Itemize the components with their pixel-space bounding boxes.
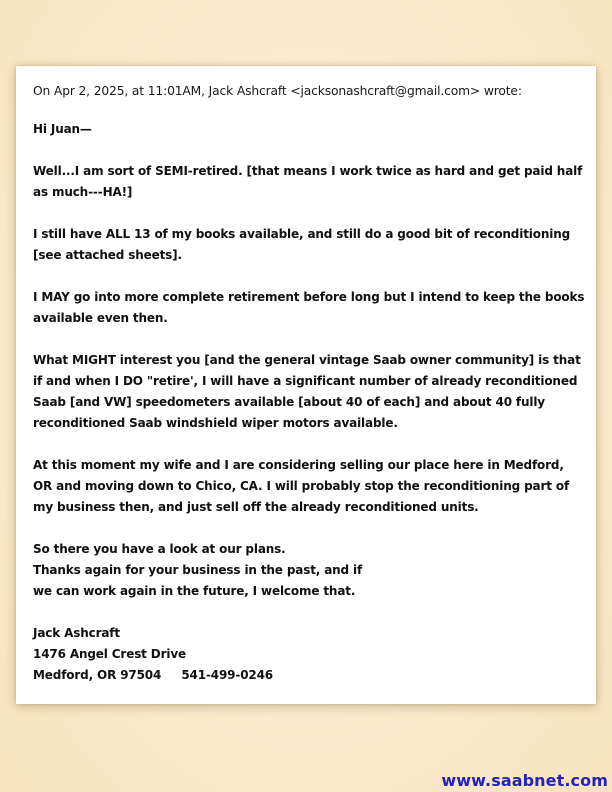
letter-sheet <box>16 66 596 704</box>
paragraph-inventory: What MIGHT interest you [and the general vintage Saab owner community] is that if and when I DO "retire', I will have a significant number of already reconditioned Saab [and VW] speedometers available [about 40 of each] and about 40 fully reconditioned Saab windshield wiper motors available. <box>33 353 585 430</box>
letter-body <box>33 119 589 686</box>
paragraph-retirement: Well...I am sort of SEMI-retired. [that means I work twice as hard and get paid half as much---HA!] <box>33 164 587 199</box>
signature-city-phone <box>33 665 585 686</box>
paragraph-moving: At this moment my wife and I are considering selling our place here in Medford, OR and moving down to Chico, CA. I will probably stop the reconditioning part of my business then, and just sell off the already reconditioned units. <box>33 458 574 514</box>
greeting: Hi Juan— <box>33 122 92 136</box>
letter-content <box>33 82 589 686</box>
signature-phone: 541-499-0246 <box>181 668 274 682</box>
signature-separator <box>161 668 181 682</box>
signature-name: Jack Ashcraft <box>33 626 120 640</box>
signature-street: 1476 Angel Crest Drive <box>33 647 186 661</box>
closing-line: we can work again in the future, I welcome that. <box>33 584 356 598</box>
signature-city-state-zip: Medford, OR 97504 <box>33 668 162 682</box>
spacer <box>33 602 585 623</box>
closing-line: So there you have a look at our plans. <box>33 542 286 556</box>
paragraph-future-retirement: I MAY go into more complete retirement before long but I intend to keep the books available even then. <box>33 290 589 325</box>
paragraph-books: I still have ALL 13 of my books available, and still do a good bit of reconditioning [see attached sheets]. <box>33 227 575 262</box>
email-reply-header: On Apr 2, 2025, at 11:01AM, Jack Ashcraft <jacksonashcraft@gmail.com> wrote: <box>33 84 522 98</box>
closing-line: Thanks again for your business in the past, and if <box>33 563 363 577</box>
site-watermark: www.saabnet.com <box>441 771 608 790</box>
